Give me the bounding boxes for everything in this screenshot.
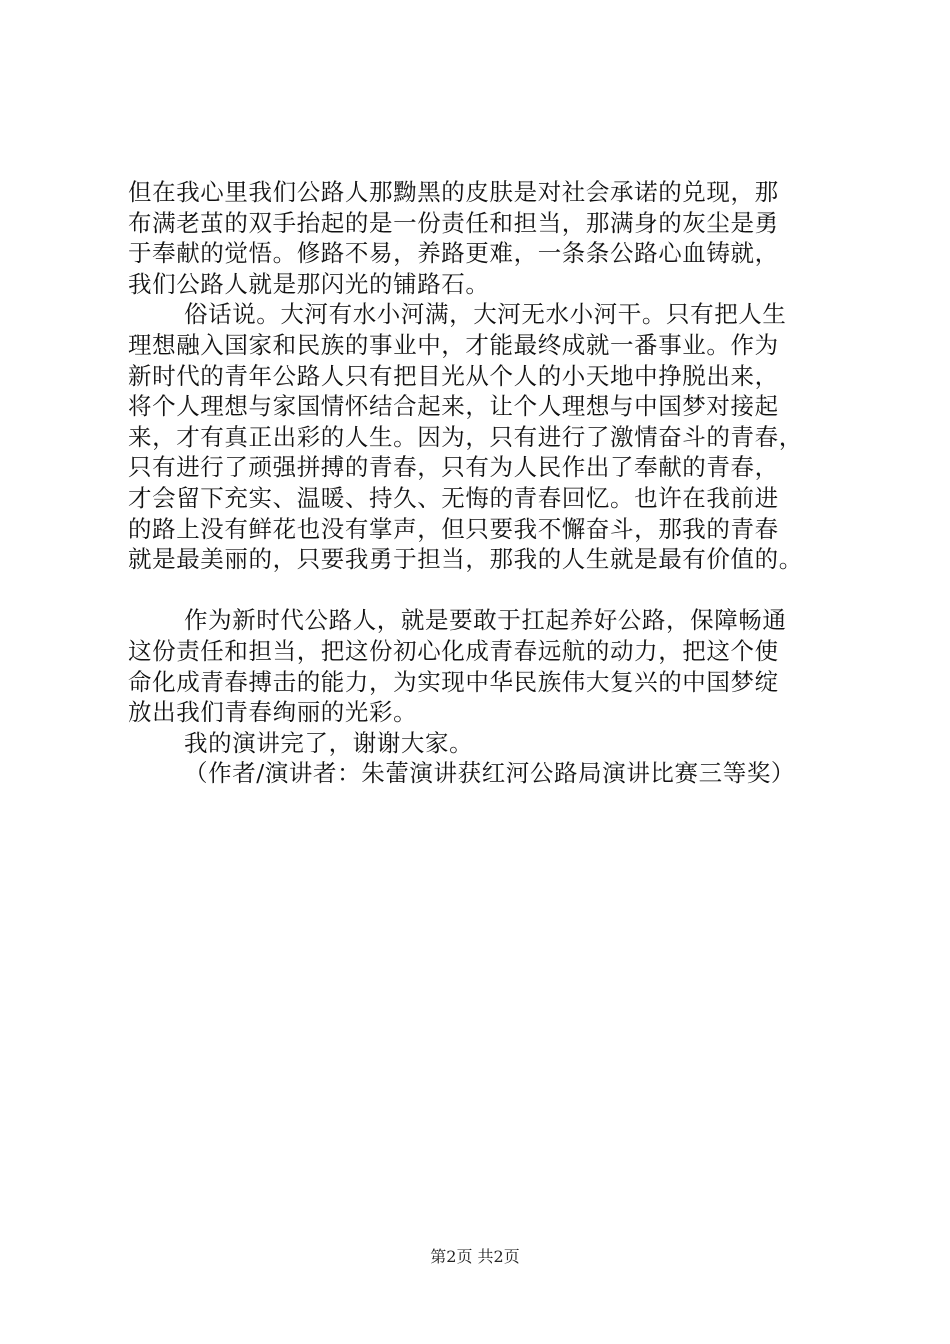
text-line: 来，才有真正出彩的人生。因为，只有进行了激情奋斗的青春， [128,422,803,451]
text-line: 理想融入国家和民族的事业中，才能最终成就一番事业。作为 [128,330,779,359]
text-line: 新时代的青年公路人只有把目光从个人的小天地中挣脱出来， [128,361,779,390]
text-line: 命化成青春搏击的能力，为实现中华民族伟大复兴的中国梦绽 [128,667,779,696]
body-text [128,177,848,789]
text-line: 的路上没有鲜花也没有掌声，但只要我不懈奋斗，那我的青春 [128,514,779,543]
text-line: 布满老茧的双手抬起的是一份责任和担当，那满身的灰尘是勇 [128,208,779,237]
text-line: 就是最美丽的，只要我勇于担当，那我的人生就是最有价值的。 [128,545,803,574]
text-line: （作者/演讲者：朱蕾演讲获红河公路局演讲比赛三等奖） [184,759,796,788]
text-line: 只有进行了顽强拼搏的青春，只有为人民作出了奉献的青春， [128,453,779,482]
text-line: 才会留下充实、温暖、持久、无悔的青春回忆。也许在我前进 [128,483,779,512]
page-number-footer: 第2页 共2页 [430,1247,520,1266]
paragraph-gap [128,575,848,606]
text-line: 但在我心里我们公路人那黝黑的皮肤是对社会承诺的兑现，那 [128,178,779,206]
text-line: 这份责任和担当，把这份初心化成青春远航的动力，把这个使 [128,636,779,665]
text-line: 俗话说。大河有水小河满，大河无水小河干。只有把人生 [184,300,787,329]
text-line: 我们公路人就是那闪光的铺路石。 [128,269,490,298]
text-line: 我的演讲完了，谢谢大家。 [184,728,474,757]
text-line: 将个人理想与家国情怀结合起来，让个人理想与中国梦对接起 [128,392,779,421]
text-line: 作为新时代公路人，就是要敢于扛起养好公路，保障畅通 [184,606,787,635]
text-line: 于奉献的觉悟。修路不易，养路更难，一条条公路心血铸就， [128,239,779,268]
text-line: 放出我们青春绚丽的光彩。 [128,698,418,727]
